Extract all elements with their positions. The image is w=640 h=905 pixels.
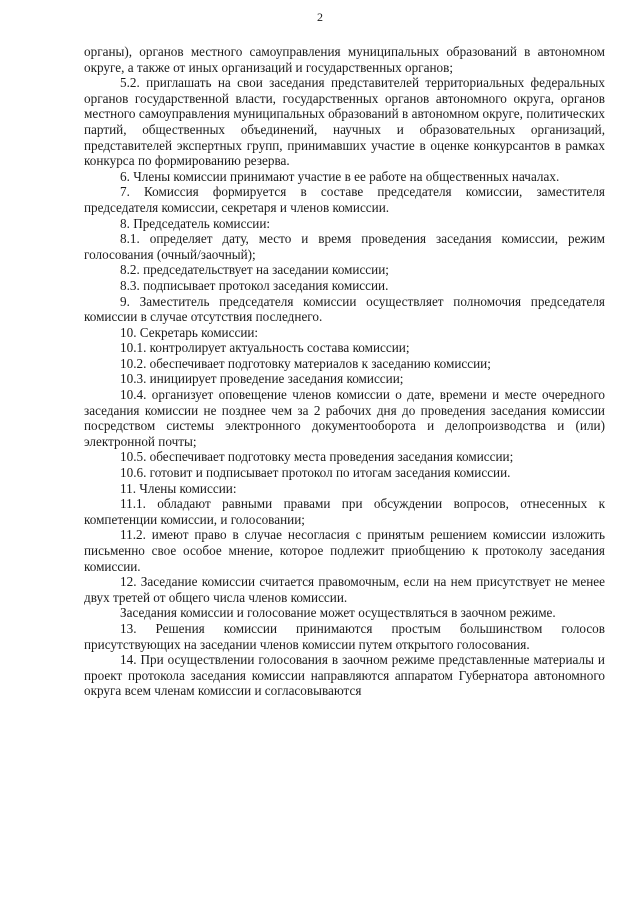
paragraph-5-1-continued: органы), органов местного самоуправления муниципальных образований в автономном округе, а также от иных организаций и государственных органов; <box>84 44 605 75</box>
paragraph-13: 13. Решения комиссии принимаются простым большинством голосов присутствующих на заседании членов комиссии путем открытого голосования. <box>84 620 605 652</box>
paragraph-8-2: 8.2. председательствует на заседании комиссии; <box>120 262 389 278</box>
paragraph-10: 10. Секретарь комиссии: <box>120 324 259 340</box>
paragraph-5-2: 5.2. приглашать на свои заседания представителей территориальных федеральных органов государственной власти, государственных органов автономного округа, органов местного самоуправления муниципальных образований в автономном округе, политических партий, общественных объединений, научных и образовательных организаций, представителей экспертных групп, принимавших участие в оценке конкурсантов в рамках конкурса по формированию резерва. <box>84 75 605 169</box>
page-number: 2 <box>317 10 323 24</box>
paragraph-11-1: 11.1. обладают равными правами при обсуждении вопросов, отнесенных к компетенции комиссии, и голосовании; <box>84 496 605 527</box>
paragraph-9: 9. Заместитель председателя комиссии осуществляет полномочия председателя комиссии в случае отсутствия последнего. <box>84 293 605 325</box>
paragraph-7: 7. Комиссия формируется в составе председателя комиссии, заместителя председателя комиссии, секретаря и членов комиссии. <box>84 184 605 215</box>
paragraph-6: 6. Члены комиссии принимают участие в ее работе на общественных началах. <box>120 168 560 184</box>
paragraph-12: 12. Заседание комиссии считается правомочным, если на нем присутствует не менее двух третей от общего числа членов комиссии. <box>84 574 605 605</box>
paragraph-10-5: 10.5. обеспечивает подготовку места проведения заседания комиссии; <box>120 449 514 465</box>
paragraph-10-3: 10.3. инициирует проведение заседания комиссии; <box>120 371 404 387</box>
paragraph-11-2: 11.2. имеют право в случае несогласия с принятым решением комиссии изложить письменно свое особое мнение, которое подлежит приобщению к протоколу заседания комиссии. <box>84 527 605 574</box>
paragraph-14: 14. При осуществлении голосования в заочном режиме представленные материалы и проект протокола заседания комиссии направляются аппаратом Губернатора автономного округа всем членам комиссии и согласовываются <box>84 652 605 699</box>
paragraph-10-6: 10.6. готовит и подписывает протокол по итогам заседания комиссии. <box>120 465 511 481</box>
paragraph-10-1: 10.1. контролирует актуальность состава комиссии; <box>120 340 410 356</box>
paragraph-11: 11. Члены комиссии: <box>120 480 237 496</box>
document-body <box>84 44 605 699</box>
paragraph-8-1: 8.1. определяет дату, место и время проведения заседания комиссии, режим голосования (очный/заочный); <box>84 231 605 262</box>
paragraph-10-2: 10.2. обеспечивает подготовку материалов к заседанию комиссии; <box>120 355 491 371</box>
paragraph-10-4: 10.4. организует оповещение членов комиссии о дате, времени и месте очередного заседания комиссии не позднее чем за 2 рабочих дня до проведения заседания комиссии посредством системы электронного документооборота и делопроизводства и (или) электронной почты; <box>84 387 605 449</box>
paragraph-8: 8. Председатель комиссии: <box>120 215 271 231</box>
paragraph-8-3: 8.3. подписывает протокол заседания комиссии. <box>120 277 389 293</box>
paragraph-12-remote: Заседания комиссии и голосование может осуществляться в заочном режиме. <box>120 605 556 621</box>
